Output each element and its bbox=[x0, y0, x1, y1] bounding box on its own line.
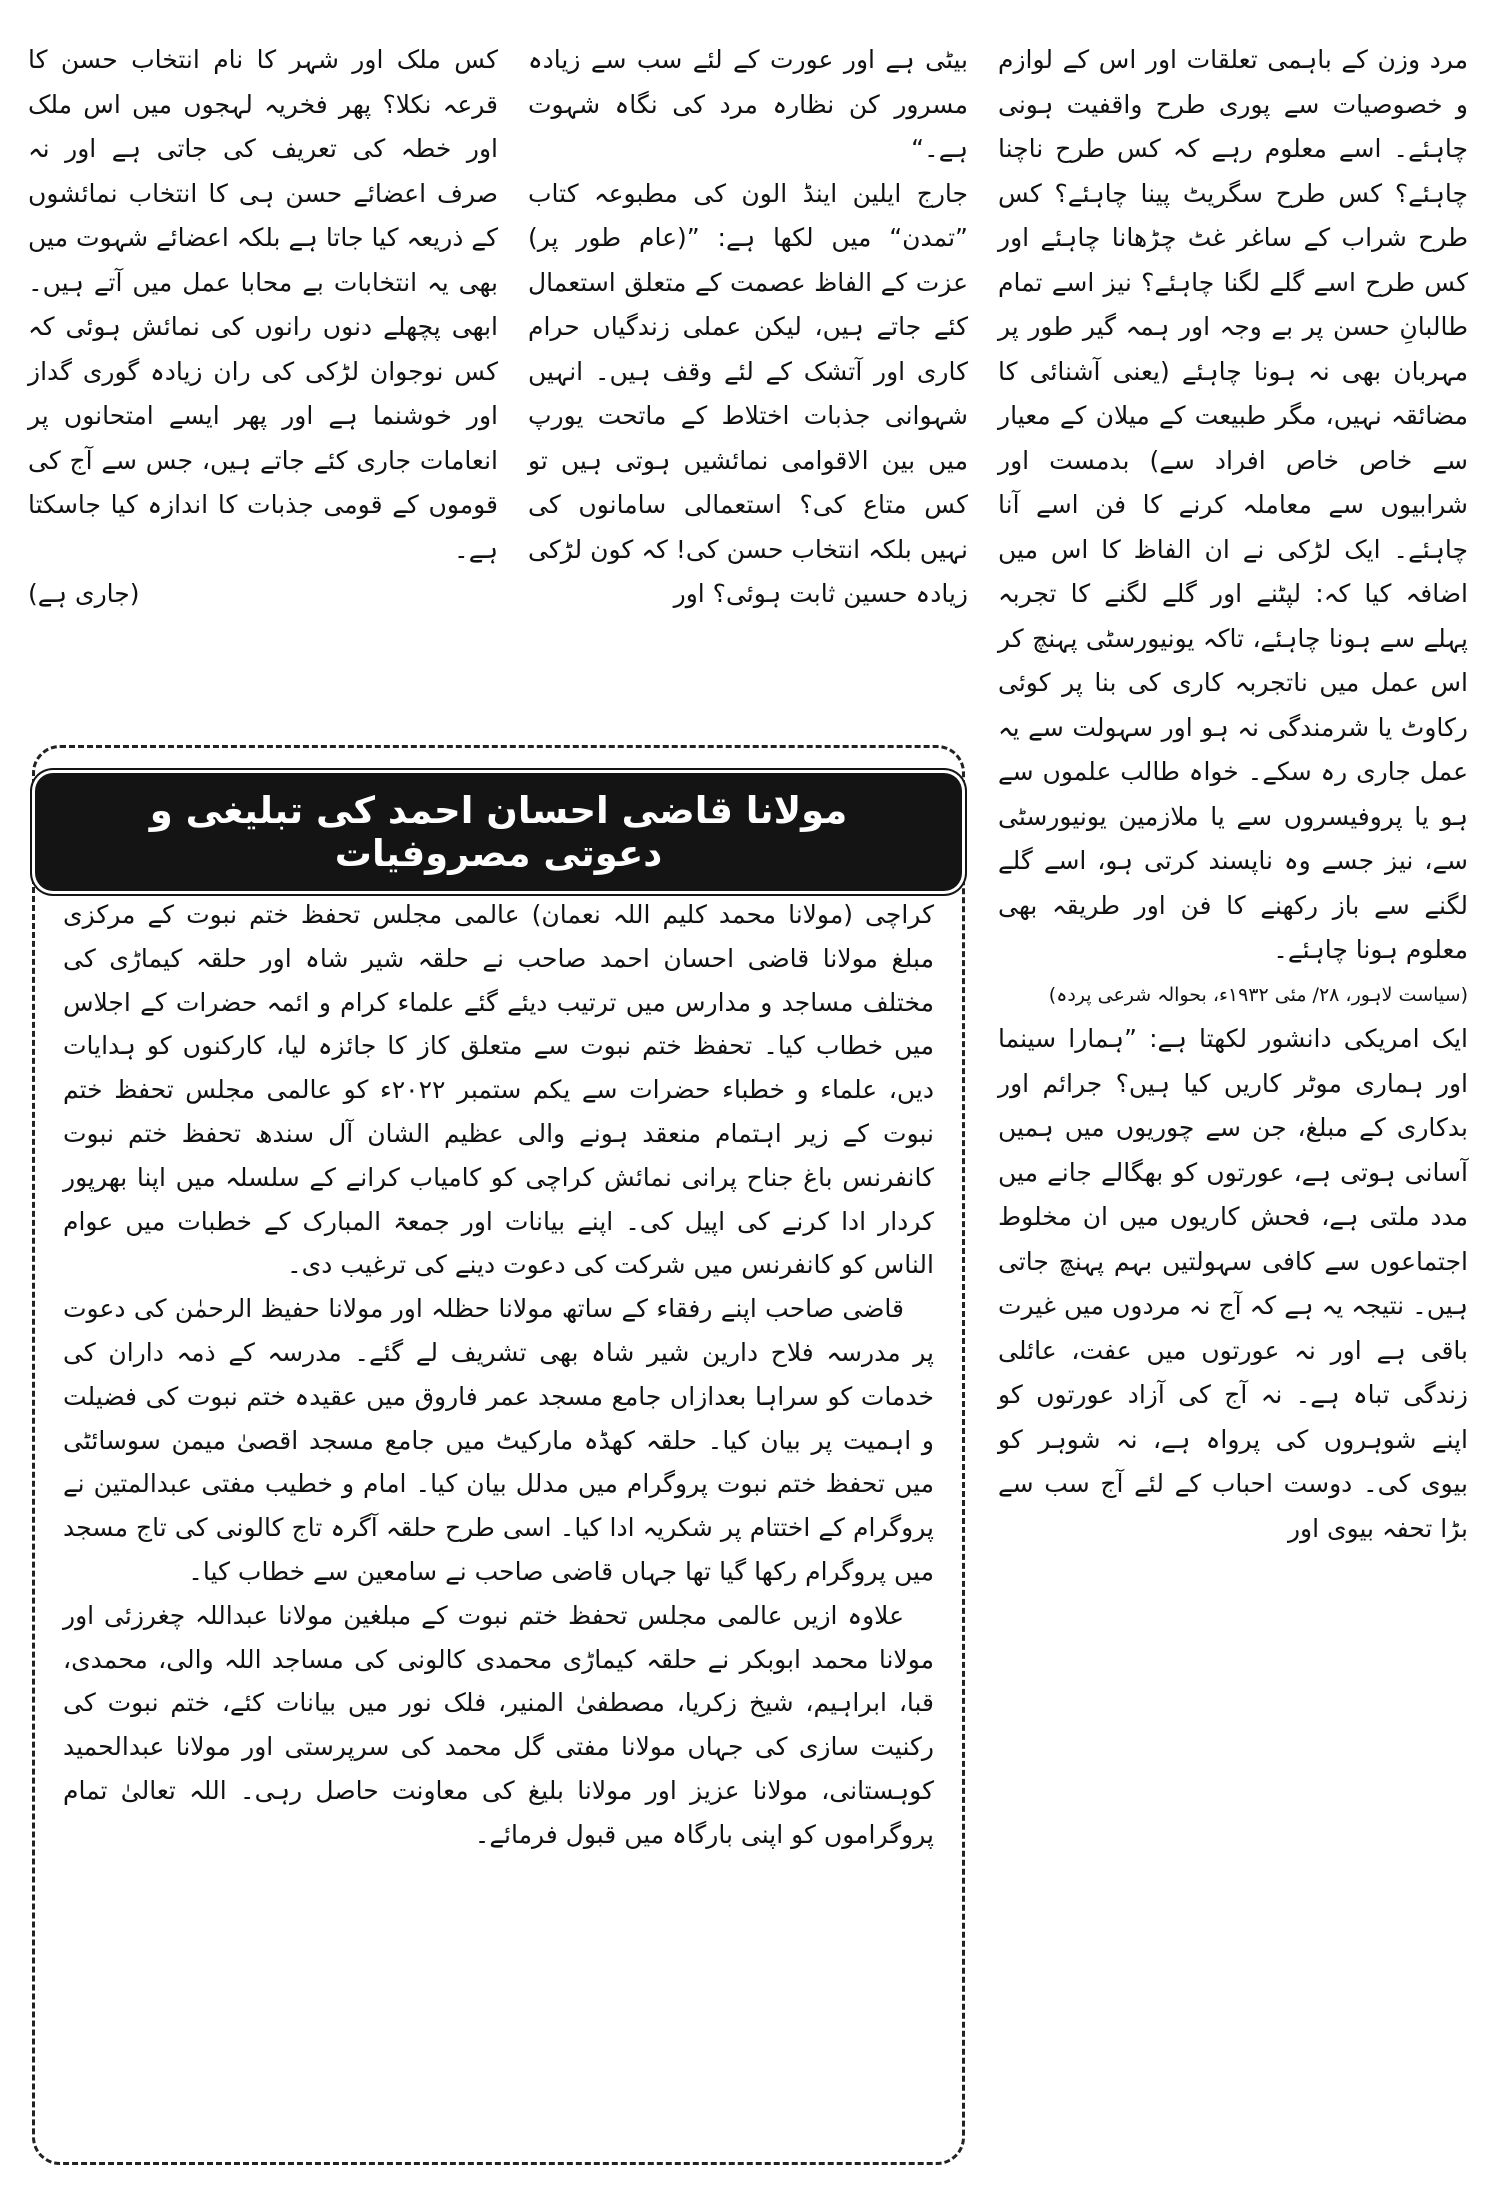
news-title: مولانا قاضی احسان احمد کی تبلیغی و دعوتی مصروفیات bbox=[35, 773, 962, 891]
news-paragraph: کراچی (مولانا محمد کلیم اللہ نعمان) عالمی مجلس تحفظ ختم نبوت کے مرکزی مبلغ مولانا قاضی احسان احمد صاحب نے حلقہ شیر شاہ اور حلقہ کیماڑی کی مختلف مساجد و مدارس میں ترتیب دیئے گئے علماء کرام و ائمہ حضرات کے اجلاس میں خطاب کیا۔ تحفظ ختم نبوت سے متعلق کاز کا جائزہ لیا، کارکنوں کو ہدایات دیں، علماء و خطباء حضرات سے یکم ستمبر ۲۰۲۲ء کو عالمی مجلس تحفظ ختم نبوت کے زیر اہتمام منعقد ہونے والی عظیم الشان آل سندھ تحفظ ختم نبوت کانفرنس باغ جناح پرانی نمائش کراچی کو کامیاب کرانے کے سلسلہ میں اپنا بھرپور کردار ادا کرنے کی اپیل کی۔ اپنے بیانات اور جمعۃ المبارک کے خطبات میں عوام الناس کو کانفرنس میں شرکت کی دعوت دینے کی ترغیب دی۔ bbox=[63, 900, 934, 1280]
article-paragraph: مرد وزن کے باہمی تعلقات اور اس کے لوازم و خصوصیات سے پوری طرح واقفیت ہونی چاہئے۔ اسے معلوم رہے کہ کس طرح ناچنا چاہئے؟ کس طرح سگریٹ پینا چاہئے؟ کس طرح شراب کے ساغر غٹ چڑھانا چاہئے اور کس طرح اسے گلے لگنا چاہئے؟ نیز اسے تمام طالبانِ حسن پر بے وجہ اور ہمہ گیر طور پر مہربان بھی نہ ہونا چاہئے (یعنی آشنائی کا مضائقہ نہیں، مگر طبیعت کے میلان کے معیار سے خاص خاص افراد سے) بدمست اور شرابیوں سے معاملہ کرنے کا فن اسے آنا چاہئے۔ ایک لڑکی نے ان الفاظ کا اس میں اضافہ کیا کہ: لپٹنے اور گلے لگنے کا تجربہ پہلے سے ہونا چاہئے، تاکہ یونیورسٹی پہنچ کر اس عمل میں ناتجربہ کاری کی بنا پر کوئی رکاوٹ یا شرمندگی نہ ہو اور سہولت سے یہ عمل جاری رہ سکے۔ خواہ طالب علموں سے ہو یا پروفیسروں سے یا ملازمین یونیورسٹی سے، نیز جسے وہ ناپسند کرتی ہو، اسے گلے لگنے سے باز رکھنے کا فن اور طریقہ بھی معلوم ہونا چاہئے۔ bbox=[998, 45, 1468, 964]
news-banner bbox=[35, 773, 962, 891]
article-paragraph: ایک امریکی دانشور لکھتا ہے: ”ہمارا سینما اور ہماری موٹر کاریں کیا ہیں؟ جرائم اور بدکاری کے مبلغ، جن سے چوریوں میں ہمیں آسانی ہوتی ہے، عورتوں کو بھگالے جانے میں مدد ملتی ہے، فحش کاریوں میں ان مخلوط اجتماعوں سے کافی سہولتیں بہم پہنچ جاتی ہیں۔ نتیجہ یہ ہے کہ آج نہ مردوں میں غیرت باقی ہے اور نہ عورتوں میں عفت، عائلی زندگی تباہ ہے۔ نہ آج کی آزاد عورتوں کو اپنے شوہروں کی پرواہ ہے، نہ شوہر کو بیوی کی۔ دوست احباب کے لئے آج سب سے بڑا تحفہ بیوی اور bbox=[998, 1024, 1468, 1543]
source-reference: (سیاست لاہور، ۲۸/ مئی ۱۹۳۲ء، بحوالہ شرعی پردہ) bbox=[1048, 983, 1468, 1006]
news-body bbox=[63, 893, 934, 1857]
article-column-left bbox=[28, 38, 498, 617]
article-paragraph: کس ملک اور شہر کا نام انتخاب حسن کا قرعہ نکلا؟ پھر فخریہ لہجوں میں اس ملک اور خطہ کی تعریف کی جاتی ہے اور نہ صرف اعضائے حسن ہی کا انتخاب نمائشوں کے ذریعہ کیا جاتا ہے بلکہ اعضائے شہوت میں بھی یہ انتخابات بے محابا عمل میں آتے ہیں۔ ابھی پچھلے دنوں رانوں کی نمائش ہوئی کہ کس نوجوان لڑکی کی ران زیادہ گوری گداز اور خوشنما ہے اور پھر ایسے امتحانوں پر انعامات جاری کئے جاتے ہیں، جس سے آج کی قوموں کے قومی جذبات کا اندازہ کیا جاسکتا ہے۔ bbox=[28, 45, 498, 564]
article-column-middle bbox=[528, 38, 968, 617]
article-column-right bbox=[998, 38, 1468, 1551]
article-paragraph: جارج ایلین اینڈ الون کی مطبوعہ کتاب ”تمدن“ میں لکھا ہے: ”(عام طور پر) عزت کے الفاظ عصمت کے متعلق استعمال کئے جاتے ہیں، لیکن عملی زندگیاں حرام کاری اور آتشک کے لئے وقف ہیں۔ انہیں شہوانی جذبات اختلاط کے ماتحت یورپ میں بین الاقوامی نمائشیں ہوتی ہیں تو کس متاع کی؟ استعمالی سامانوں کی نہیں بلکہ انتخاب حسن کی! کہ کون لڑکی زیادہ حسین ثابت ہوئی؟ اور bbox=[528, 178, 968, 608]
continued-note: (جاری ہے) bbox=[28, 579, 140, 608]
news-box bbox=[32, 745, 965, 2165]
article-paragraph: بیٹی ہے اور عورت کے لئے سب سے زیادہ مسرور کن نظارہ مرد کی نگاہ شہوت ہے۔“ bbox=[528, 45, 968, 163]
news-paragraph: علاوہ ازیں عالمی مجلس تحفظ ختم نبوت کے مبلغین مولانا عبداللہ چغرزئی اور مولانا محمد ابوبکر نے حلقہ کیماڑی محمدی کالونی کی مساجد اللہ والی، محمدی، قبا، ابراہیم، شیخ زکریا، مصطفیٰ المنیر، فلک نور میں بیانات کئے، ختم نبوت کی رکنیت سازی کی جہاں مولانا مفتی گل محمد کی سرپرستی اور مولانا عبدالحمید کوہستانی، مولانا عزیز اور مولانا بلیغ کی معاونت حاصل رہی۔ اللہ تعالیٰ تمام پروگراموں کو اپنی بارگاہ میں قبول فرمائے۔ bbox=[63, 1600, 934, 1849]
news-paragraph: قاضی صاحب اپنے رفقاء کے ساتھ مولانا حظلہ اور مولانا حفیظ الرحمٰن کی دعوت پر مدرسہ فلاح دارین شیر شاہ بھی تشریف لے گئے۔ مدرسہ کے ذمہ داران کی خدمات کو سراہا بعدازاں جامع مسجد عمر فاروق میں عقیدہ ختم نبوت کی فضیلت و اہمیت پر بیان کیا۔ حلقہ کھڈہ مارکیٹ میں جامع مسجد اقصیٰ میمن سوسائٹی میں تحفظ ختم نبوت پروگرام میں مدلل بیان کیا۔ امام و خطیب مفتی عبدالمتین نے پروگرام کے اختتام پر شکریہ ادا کیا۔ اسی طرح حلقہ آگرہ تاج کالونی کی تاج مسجد میں پروگرام رکھا گیا تھا جہاں قاضی صاحب نے سامعین سے خطاب کیا۔ bbox=[63, 1294, 934, 1586]
